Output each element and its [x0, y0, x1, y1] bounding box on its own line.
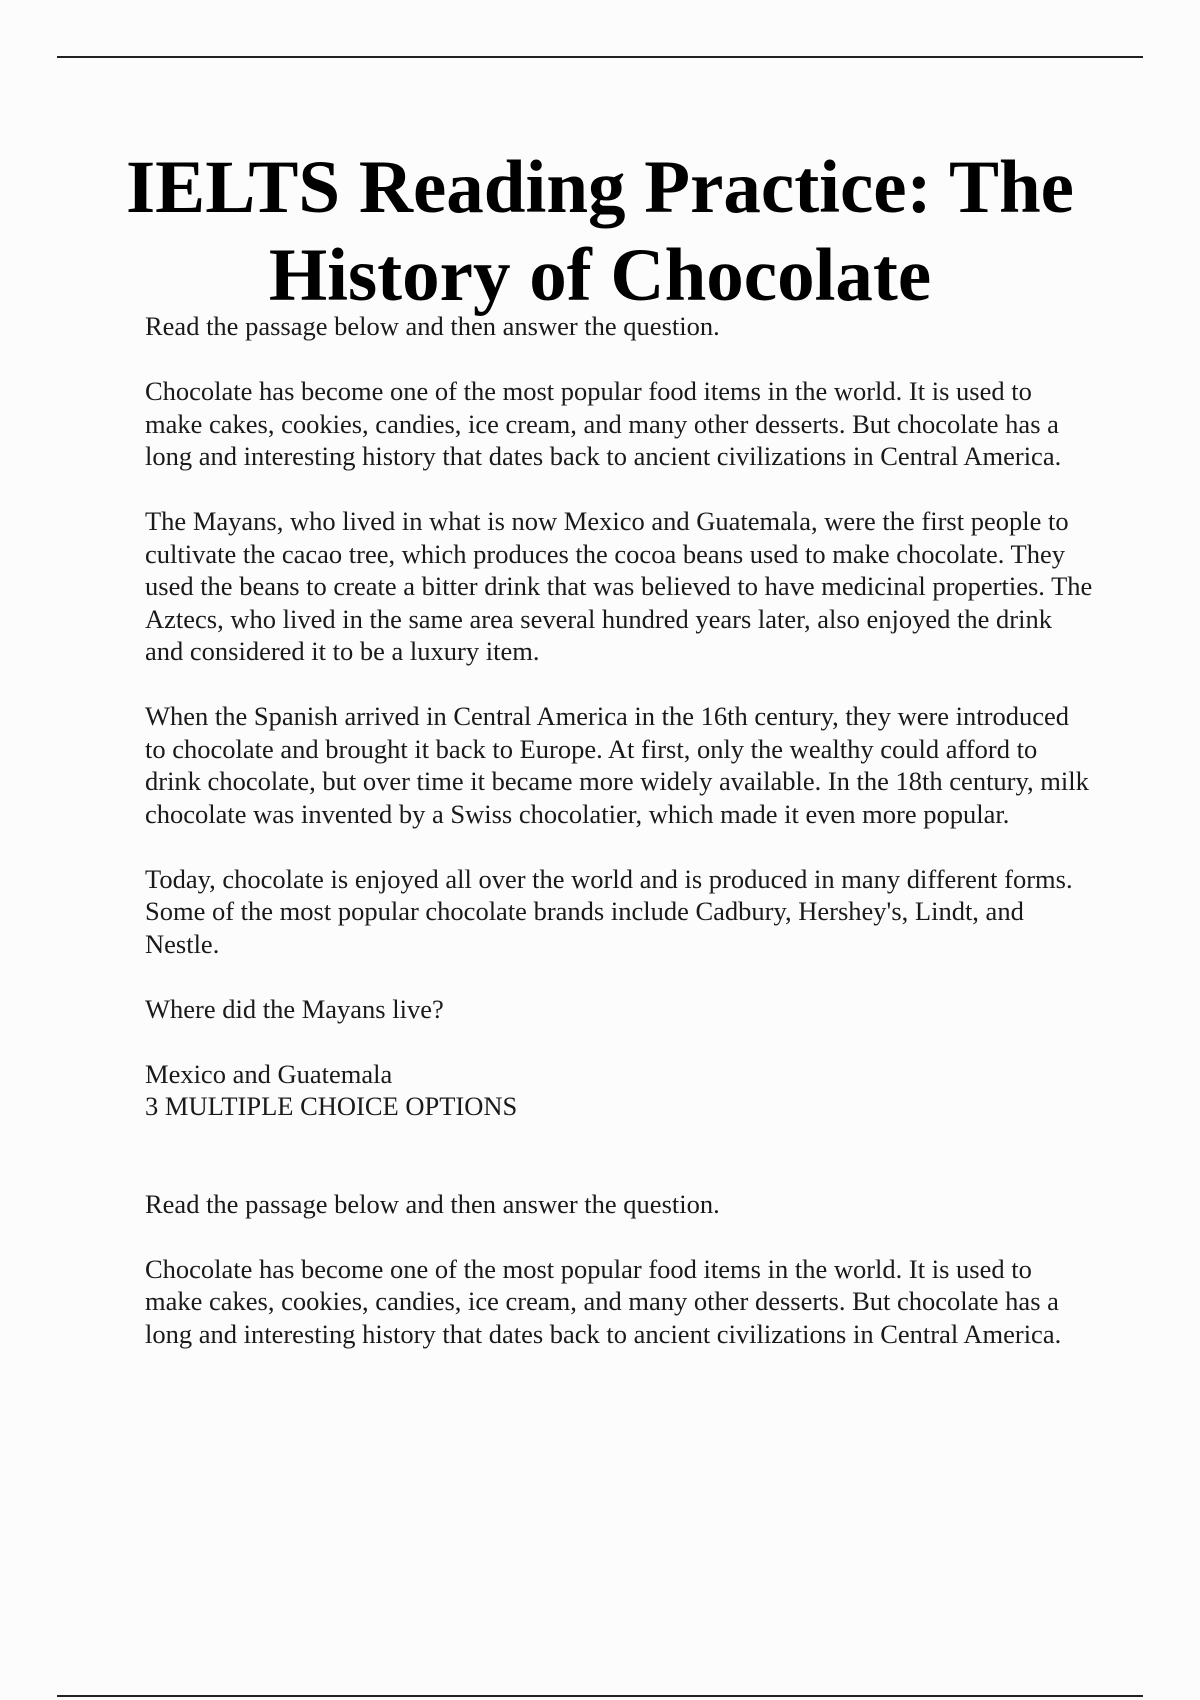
title-line-2: History of Chocolate — [268, 234, 932, 317]
top-divider — [57, 56, 1143, 58]
passage-paragraph-2: The Mayans, who lived in what is now Mexico and Guatemala, were the first people to cultivate the cacao tree, which produces the cocoa beans used to make chocolate. They used the beans to create a bitter drink that was believed to have medicinal properties. The Aztecs, who lived in the same area several hundred years later, also enjoyed the drink and considered it to be a luxury item. — [145, 506, 1093, 666]
section-spacer — [145, 1123, 1095, 1188]
options-label: 3 MULTIPLE CHOICE OPTIONS — [145, 1091, 518, 1121]
question-text: Where did the Mayans live? — [145, 993, 444, 1024]
page-title — [0, 144, 1200, 320]
passage-paragraph-3: When the Spanish arrived in Central America in the 16th century, they were introduced to chocolate and brought it back to Europe. At first, only the wealthy could afford to drink chocolate, but over time it became more widely available. In the 18th century, milk chocolate was invented by a Swiss chocolatier, which made it even more popular. — [145, 701, 1089, 829]
passage-paragraph-4: Today, chocolate is enjoyed all over the world and is produced in many different forms. Some of the most popular chocolate brands include Cadbury, Hershey's, Lindt, and Nestle. — [145, 863, 1073, 959]
answer-text: Mexico and Guatemala — [145, 1058, 393, 1089]
title-highlight — [0, 144, 1200, 320]
instruction-text-repeat: Read the passage below and then answer the question. — [145, 1188, 720, 1219]
instruction-text: Read the passage below and then answer the question. — [145, 311, 720, 341]
passage-paragraph-1: Chocolate has become one of the most popular food items in the world. It is used to make cakes, cookies, candies, ice cream, and many other desserts. But chocolate has a long and interesting history that dates back to ancient civilizations in Central America. — [145, 376, 1062, 471]
document-body — [145, 310, 1095, 1383]
passage-paragraph-repeat: Chocolate has become one of the most popular food items in the world. It is used to make cakes, cookies, candies, ice cream, and many other desserts. But chocolate has a long and interesting history that dates back to ancient civilizations in Central America. — [145, 1253, 1062, 1349]
bottom-divider — [57, 1695, 1143, 1697]
title-line-1: IELTS Reading Practice: The — [126, 146, 1074, 229]
